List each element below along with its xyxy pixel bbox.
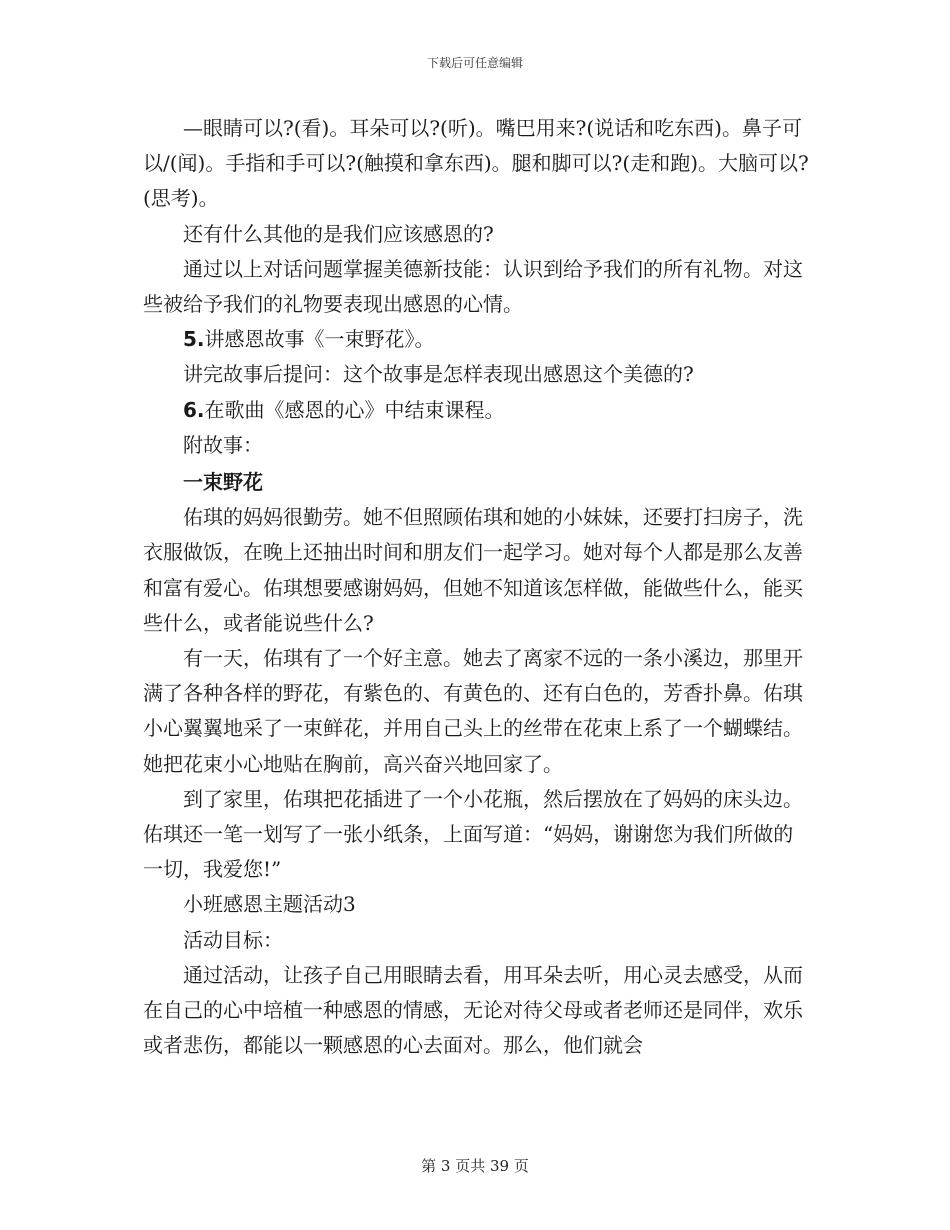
numbered-paragraph: [143, 322, 811, 357]
list-number: 5.: [183, 327, 205, 352]
section-title: 小班感恩主题活动3: [183, 892, 356, 917]
story-title: 一束野花: [183, 470, 263, 495]
paragraph: 活动目标：: [183, 927, 283, 952]
page-footer: 第 3 页共 39 页: [421, 1157, 529, 1175]
numbered-paragraph: [143, 393, 811, 428]
paragraph: 有一天，佑琪有了一个好主意。她去了离家不远的一条小溪边，那里开满了各种各样的野花，有紫色的、有黄色的、还有白色的，芳香扑鼻。佑琪小心翼翼地采了一束鲜花，并用自己头上的丝带在花束上系了一个蝴蝶结。她把花束小心地贴在胸前，高兴奋兴地回家了。: [143, 646, 803, 776]
document-body: [143, 111, 811, 1063]
paragraph: 通过活动，让孩子自己用眼睛去看，用耳朵去听，用心灵去感受，从而在自己的心中培植一种感恩的情感，无论对待父母或者老师还是同伴，欢乐或者悲伤，都能以一颗感恩的心去面对。那么，他们就会: [143, 962, 803, 1058]
paragraph: 讲完故事后提问：这个故事是怎样表现出感恩这个美德的?: [183, 362, 694, 387]
list-number: 6.: [183, 397, 205, 422]
paragraph: 附故事：: [183, 432, 263, 457]
paragraph: —眼睛可以?(看)。耳朵可以?(听)。嘴巴用来?(说话和吃东西)。鼻子可以/(闻)。手指和手可以?(触摸和拿东西)。腿和脚可以?(走和跑)。大脑可以?(思考)。: [143, 116, 809, 211]
paragraph: 佑琪的妈妈很勤劳。她不但照顾佑琪和她的小妹妹，还要打扫房子，洗衣服做饭，在晚上还抽出时间和朋友们一起学习。她对每个人都是那么友善和富有爱心。佑琪想要感谢妈妈，但她不知道该怎样做，能做些什么，能买些什么，或者能说些什么?: [143, 505, 803, 635]
list-text: 在歌曲《感恩的心》中结束课程。: [204, 397, 505, 422]
list-text: 讲感恩故事《一束野花》。: [204, 327, 435, 352]
page-header: 下载后可任意编辑: [426, 56, 523, 70]
paragraph: 还有什么其他的是我们应该感恩的?: [183, 221, 494, 246]
paragraph: 通过以上对话问题掌握美德新技能：认识到给予我们的所有礼物。对这些被给予我们的礼物要表现出感恩的心情。: [143, 256, 803, 317]
paragraph: 到了家里，佑琪把花插进了一个小花瓶，然后摆放在了妈妈的床头边。佑琪还一笔一划写了一张小纸条，上面写道：“妈妈，谢谢您为我们所做的一切，我爱您!”: [143, 786, 803, 882]
